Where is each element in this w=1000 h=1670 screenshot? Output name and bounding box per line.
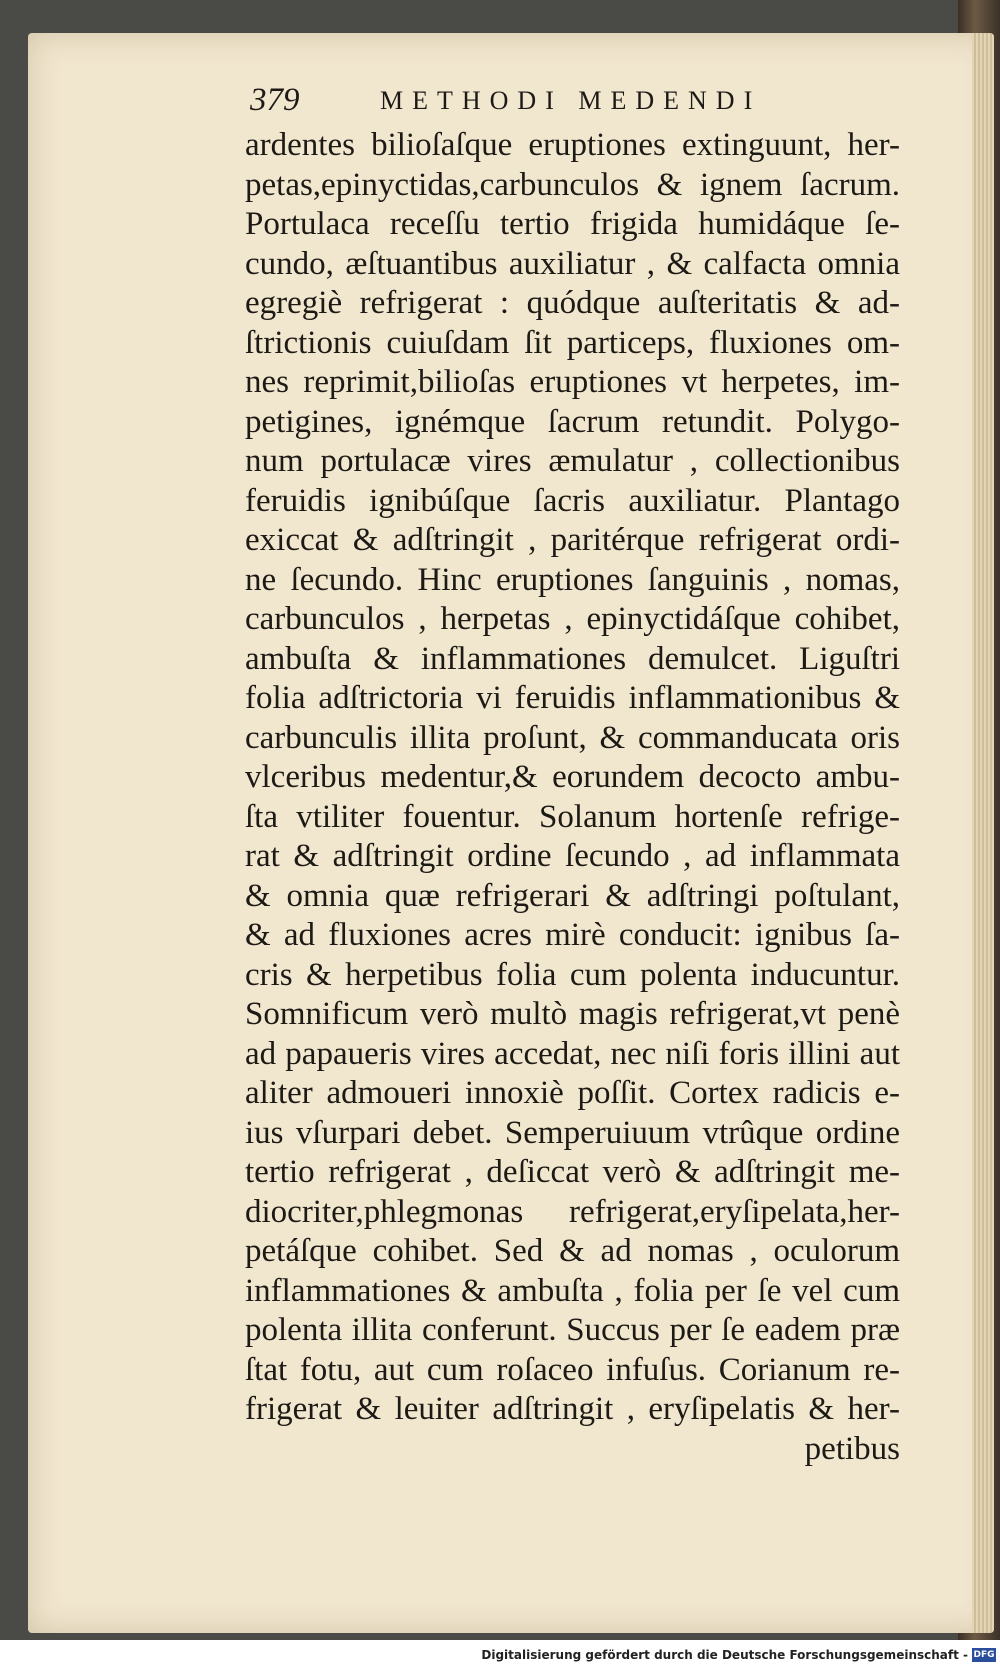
text-line: ardentes bilioſaſque eruptiones extinguunt, her- — [245, 127, 900, 163]
text-line: Portulaca receſſu tertio frigida humidáque ſe- — [245, 206, 900, 242]
text-line: carbunculos , herpetas , epinyctidáſque cohibet, — [245, 601, 900, 637]
text-line: ambuſta & inflammationes demulcet. Liguſtri — [245, 640, 900, 677]
text-line: vlceribus medentur,& eorundem decocto ambu- — [245, 759, 900, 795]
text-line: egregiè refrigerat : quódque auſteritatis & ad- — [245, 285, 900, 321]
dfg-logo: DFG — [973, 1650, 995, 1660]
text-line: ad papaueris vires accedat, nec niſi foris illini aut — [245, 1035, 900, 1072]
footer-credit: Digitalisierung gefördert durch die Deutsche Forschungsgemeinschaft - — [481, 1648, 968, 1662]
text-line: & omnia quæ refrigerari & adſtringi poſtulant, — [245, 877, 900, 914]
text-line: petáſque cohibet. Sed & ad nomas , oculorum — [245, 1233, 900, 1269]
text-line: nes reprimit,bilioſas eruptiones vt herpetes, im- — [245, 364, 900, 400]
text-line: rat & adſtringit ordine ſecundo , ad inflammata — [245, 838, 900, 874]
page-edge — [972, 33, 994, 1633]
body-text — [245, 126, 900, 1469]
text-line: ſtrictionis cuiuſdam ſit particeps, fluxiones om- — [245, 324, 900, 361]
text-line: frigerat & leuiter adſtringit , eryſipelatis & her- — [245, 1391, 900, 1427]
text-line: ſtat fotu, aut cum roſaceo infuſus. Corianum re- — [245, 1351, 900, 1388]
text-line: cundo, æſtuantibus auxiliatur , & calfacta omnia — [245, 245, 900, 282]
text-line: petigines, ignémque ſacrum retundit. Polygo- — [245, 403, 900, 440]
catchword-text: petibus — [804, 1430, 900, 1467]
text-line: & ad fluxiones acres mirè conducit: ignibus ſa- — [245, 917, 900, 953]
text-line: tertio refrigerat , deſiccat verò & adſtringit me- — [245, 1154, 900, 1190]
text-line: petas,epinyctidas,carbunculos & ignem ſacrum. — [245, 166, 900, 203]
catchword — [245, 1430, 900, 1470]
text-line: carbunculis illita proſunt, & commanducata oris — [245, 719, 900, 756]
footer-bar — [0, 1640, 1000, 1670]
text-line: exiccat & adſtringit , paritérque refrigerat ordi- — [245, 522, 900, 558]
text-line: aliter admoueri innoxiè poſſit. Cortex radicis e- — [245, 1075, 900, 1111]
text-line: polenta illita conferunt. Succus per ſe eadem præ — [245, 1312, 900, 1348]
text-line: folia adſtrictoria vi feruidis inflammationibus & — [245, 680, 900, 716]
text-line: ius vſurpari debet. Semperuiuum vtrûque ordine — [245, 1114, 900, 1151]
page-number: 379 — [250, 82, 300, 118]
running-head: METHODI MEDENDI — [380, 86, 762, 115]
text-line: feruidis ignibúſque ſacris auxiliatur. Plantago — [245, 482, 900, 519]
text-line: diocriter,phlegmonas refrigerat,eryſipelata,her- — [245, 1193, 900, 1230]
text-line: ſta vtiliter fouentur. Solanum hortenſe refrige- — [245, 798, 900, 835]
text-line: Somnificum verò multò magis refrigerat,vt penè — [245, 996, 900, 1032]
text-line: num portulacæ vires æmulatur , collectionibus — [245, 443, 900, 479]
page-header — [250, 82, 870, 122]
text-line: ne ſecundo. Hinc eruptiones ſanguinis , nomas, — [245, 561, 900, 598]
text-line: cris & herpetibus folia cum polenta inducuntur. — [245, 956, 900, 993]
text-line: inflammationes & ambuſta , folia per ſe vel cum — [245, 1272, 900, 1309]
